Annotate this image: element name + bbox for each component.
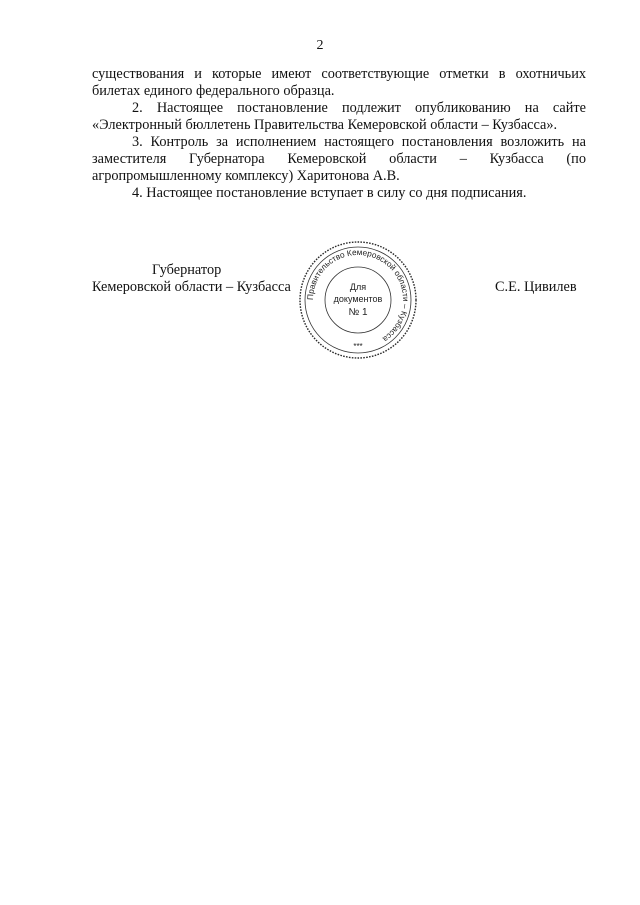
seal-bottom-mark: *** [353,342,363,351]
signature-name: С.Е. Цивилев [495,279,577,295]
seal-center-line3: № 1 [348,307,368,318]
document-body [92,66,586,202]
seal-center-line1: Для [349,282,367,292]
paragraph-item-2: 2. Настоящее постановление подлежит опубликованию на сайте «Электронный бюллетень Правительства Кемеровской области – Кузбасса». [92,100,586,133]
page-number: 2 [316,38,324,53]
signature-title-line2: Кемеровской области – Кузбасса [92,279,291,295]
signature-title-line1: Губернатор [152,262,222,278]
seal-center-line2: документов [333,294,383,304]
seal-graphic [298,240,418,360]
paragraph-item-3: 3. Контроль за исполнением настоящего постановления возложить на заместителя Губернатора Кемеровской области – Кузбасса (по агропромышленному комплексу) Харитонова А.В. [92,134,586,184]
paragraph-continuation: существования и которые имеют соответствующие отметки в охотничьих билетах единого федерального образца. [92,66,586,99]
paragraph-item-4: 4. Настоящее постановление вступает в силу со дня подписания. [132,185,527,201]
seal-ring-textpath: Правительство Кемеровской области – Кузбасса [305,247,411,344]
official-seal [298,240,418,360]
